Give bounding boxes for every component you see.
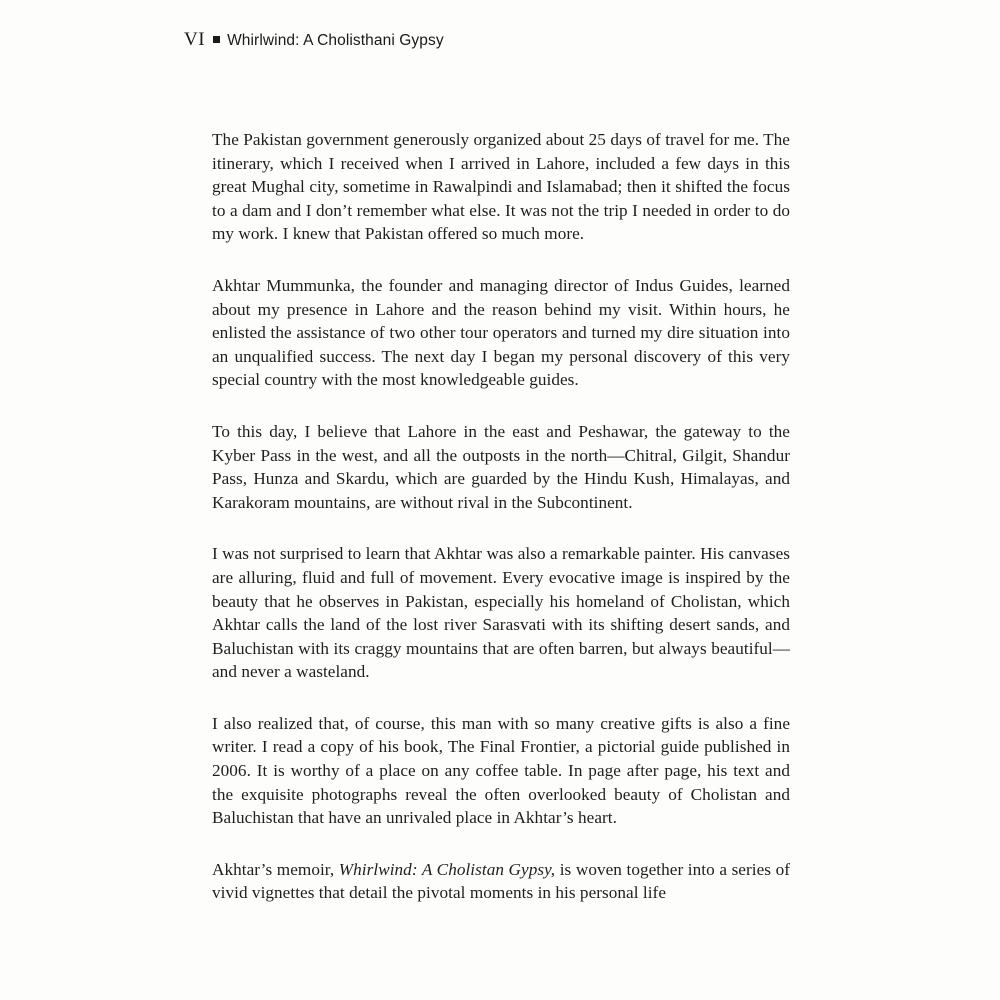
paragraph-6-end: is woven together into a series of vivid vignettes that detail the pivotal moments in his personal life	[212, 859, 790, 903]
paragraph-3: To this day, I believe that Lahore in the east and Peshawar, the gateway to the Kyber Pass in the west, and all the outposts in the north—Chitral, Gilgit, Shandur Pass, Hunza and Skardu, which are guarded by the Hindu Kush, Himalayas, and Karakoram mountains, are without rival in the Subcontinent.	[212, 421, 790, 512]
body-text	[212, 128, 790, 933]
square-bullet-icon	[213, 36, 220, 43]
paragraph-6-start: Akhtar’s memoir,	[212, 859, 339, 879]
memoir-title: Whirlwind: A Cholistan Gypsy,	[338, 859, 556, 879]
paragraph-1: The Pakistan government generously organized about 25 days of travel for me. The itinerary, which I received when I arrived in Lahore, included a few days in this great Mughal city, sometime in Rawalpindi and Islamabad; then it shifted the focus to a dam and I don’t remember what else. It was not the trip I needed in order to do my work. I knew that Pakistan offered so much more.	[212, 130, 790, 244]
paragraph-2: Akhtar Mummunka, the founder and managing director of Indus Guides, learned about my presence in Lahore and the reason behind my visit. Within hours, he enlisted the assistance of two other tour operators and turned my dire situation into an unqualified success. The next day I began my personal discovery of this very special country with the most knowledgeable guides.	[212, 275, 790, 390]
running-head	[184, 28, 444, 52]
paragraph-6	[212, 858, 790, 905]
paragraph-5: I also realized that, of course, this man with so many creative gifts is also a fine writer. I read a copy of his book, The Final Frontier, a pictorial guide published in 2006. It is worthy of a place on any coffee table. In page after page, his text and the exquisite photographs reveal the often overlooked beauty of Cholistan and Baluchistan that have an unrivaled place in Akhtar’s heart.	[212, 713, 790, 828]
paragraph-4: I was not surprised to learn that Akhtar was also a remarkable painter. His canvases are alluring, fluid and full of movement. Every evocative image is inspired by the beauty that he observes in Pakistan, especially his homeland of Cholistan, which Akhtar calls the land of the lost river Sarasvati with its shifting desert sands, and Baluchistan with its craggy mountains that are often barren, but always beautiful—and never a wasteland.	[212, 544, 790, 682]
page-number: VI	[184, 29, 206, 50]
running-head-title: Whirlwind: A Cholisthani Gypsy	[227, 32, 444, 49]
